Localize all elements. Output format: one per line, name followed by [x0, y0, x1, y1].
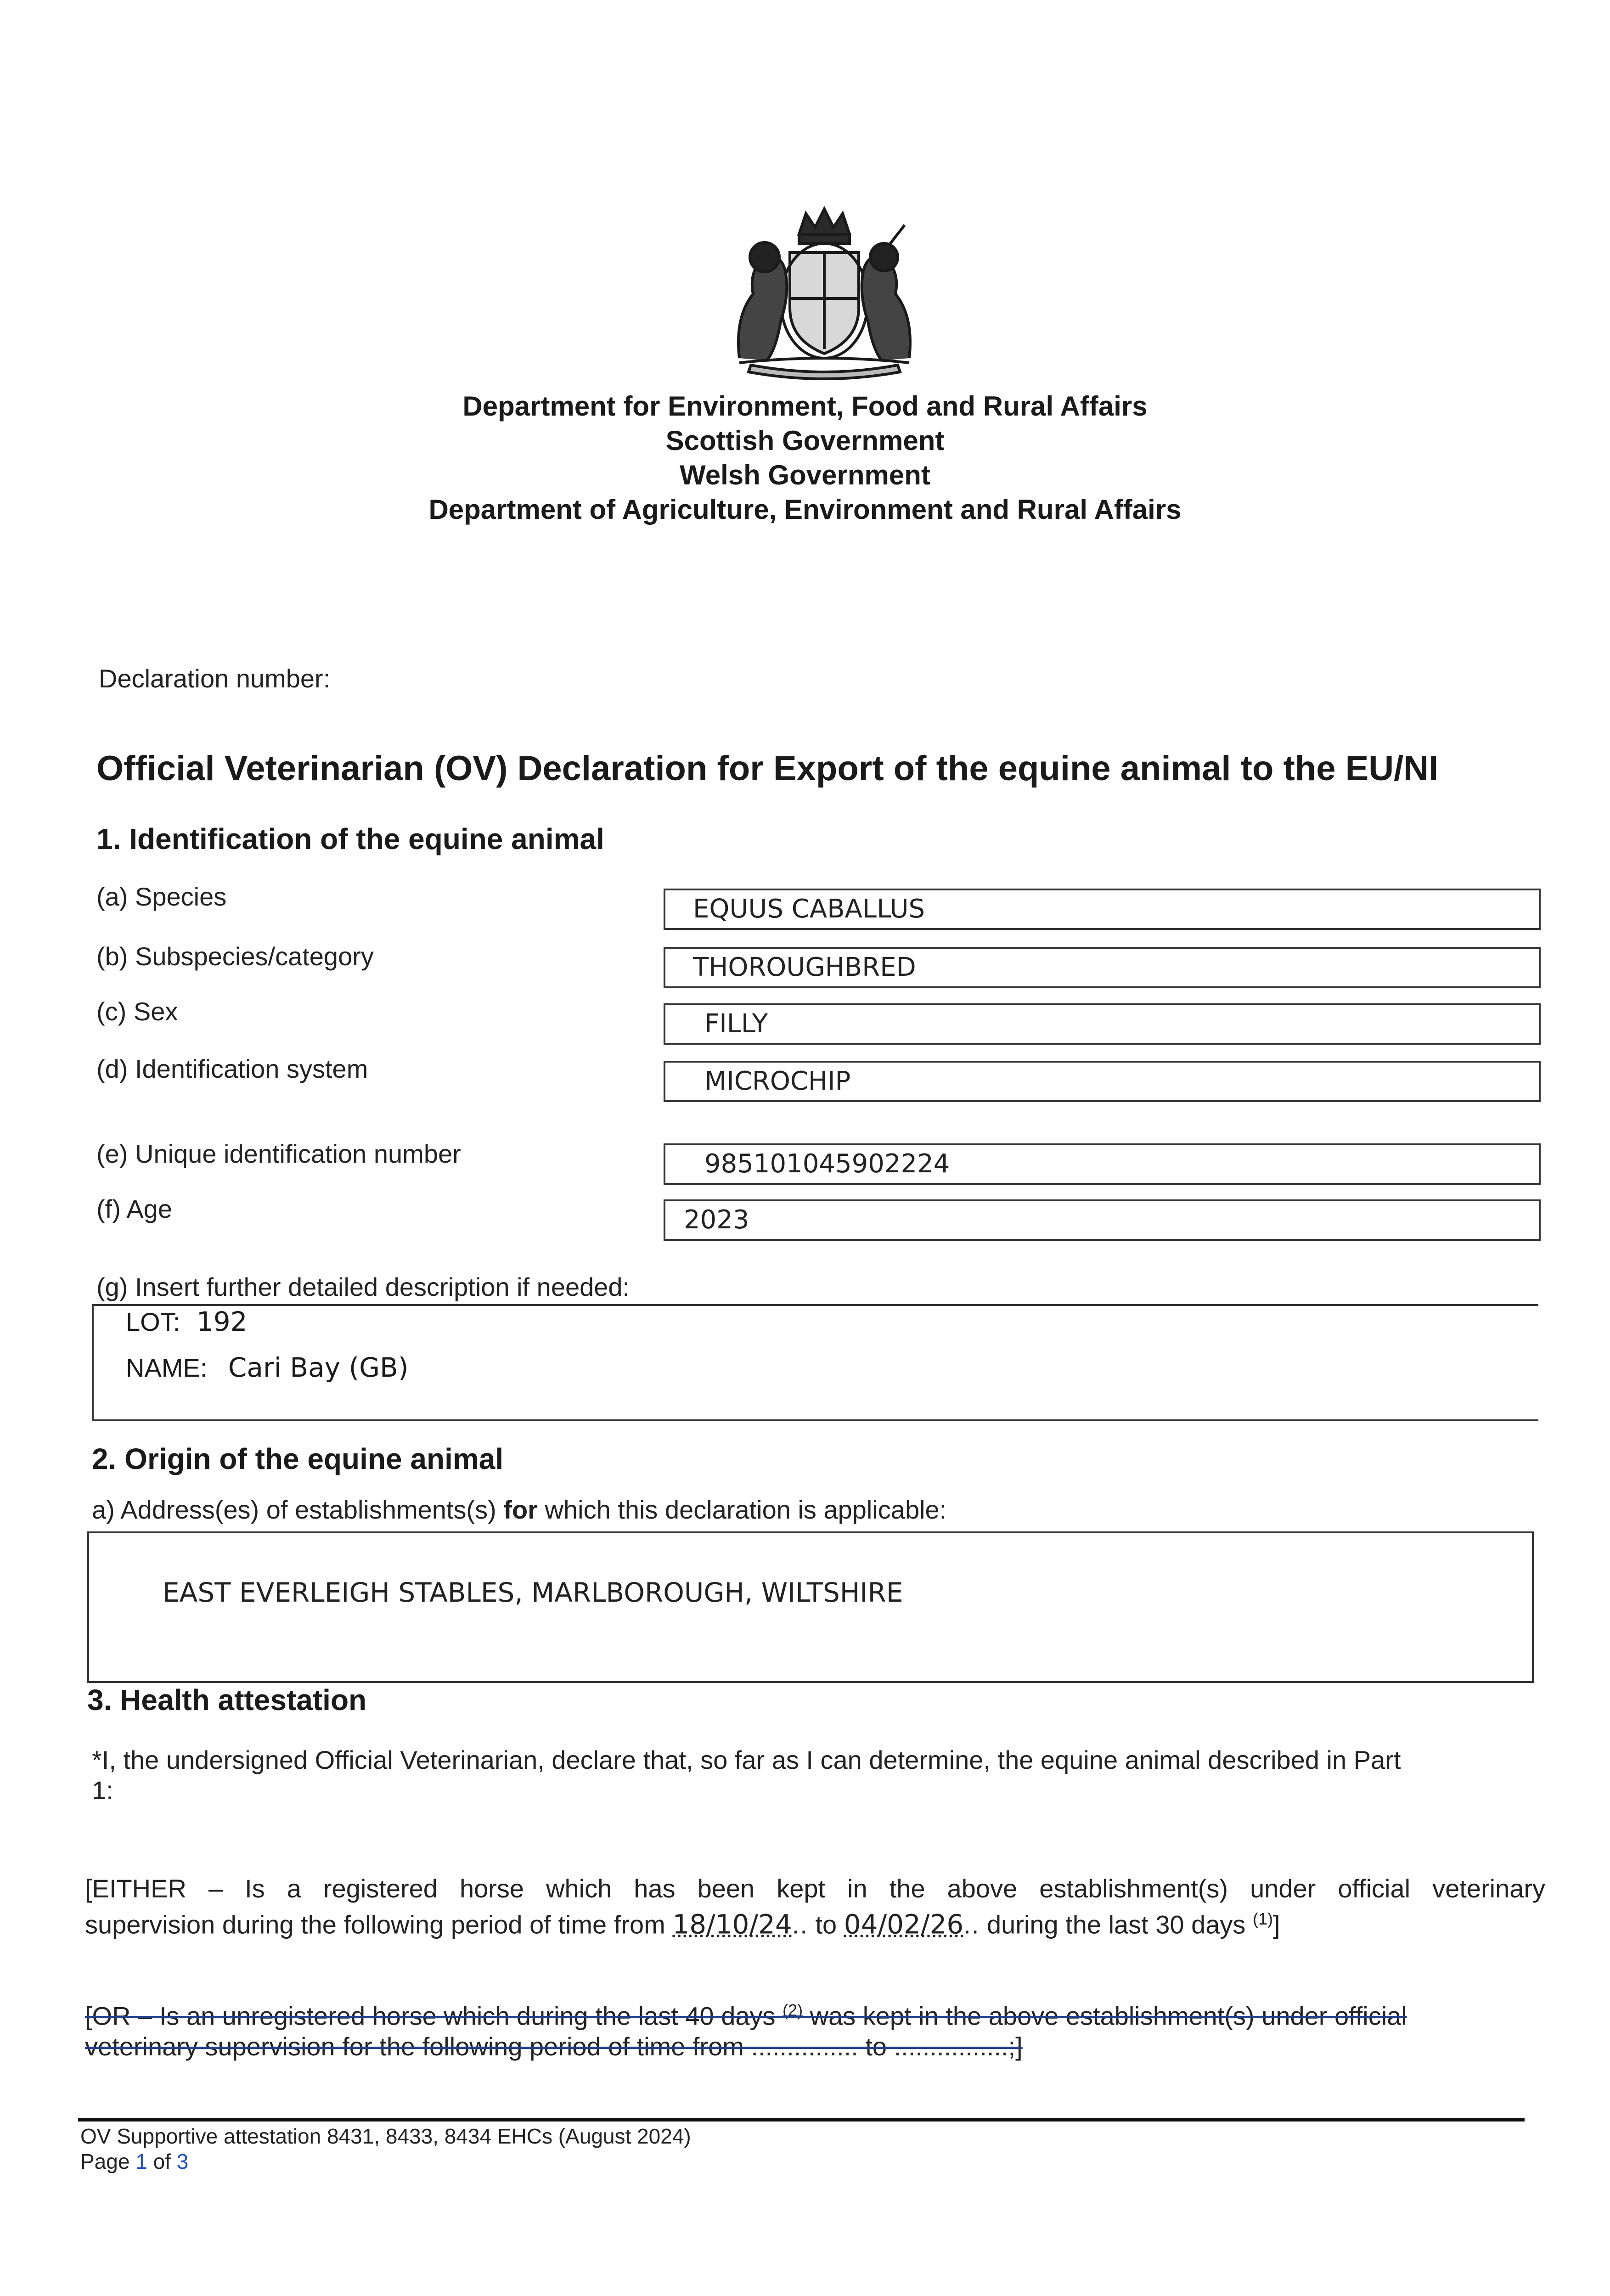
section2-heading: 2. Origin of the equine animal — [92, 1442, 504, 1475]
page-total: 3 — [176, 2150, 189, 2173]
address-label-pre: a) Address(es) of establishments(s) — [92, 1495, 504, 1524]
page-word: Page — [80, 2150, 136, 2173]
subspecies-label: (b) Subspecies/category — [96, 942, 374, 971]
either-from-date: 18/10/24 — [672, 1908, 792, 1940]
lot-label: LOT: — [126, 1307, 180, 1336]
health-intro-line1: *I, the undersigned Official Veterinarian, declare that, so far as I can determine, the equine animal described in Part — [92, 1745, 1401, 1774]
name-label: NAME: — [126, 1353, 208, 1382]
address-value: EAST EVERLEIGH STABLES, MARLBOROUGH, WILTSHIRE — [163, 1577, 903, 1608]
unique-id-label: (e) Unique identification number — [96, 1139, 461, 1168]
address-label-post: which this declaration is applicable: — [537, 1495, 947, 1524]
sex-field: FILLY — [664, 1003, 1541, 1045]
or-line1-pre: [OR – Is an unregistered horse which during the last 40 days — [85, 2001, 783, 2031]
either-line2-post: during the last 30 days — [980, 1910, 1253, 1939]
either-to-word: to — [808, 1910, 844, 1939]
species-field: EQUUS CABALLUS — [664, 889, 1541, 930]
department-heading-welsh-government: Welsh Government — [680, 460, 930, 490]
either-footnote-ref: (1) — [1252, 1909, 1273, 1928]
lot-value: 192 — [196, 1306, 248, 1337]
either-to-date: 04/02/26 — [844, 1908, 964, 1940]
either-dots2: .. — [963, 1910, 980, 1939]
page-current: 1 — [135, 2150, 147, 2173]
lot-line — [126, 1306, 248, 1337]
health-intro — [92, 1745, 1538, 1806]
either-line2-pre: supervision during the following period of time from — [85, 1910, 673, 1939]
department-heading-defra: Department for Environment, Food and Rural Affairs — [462, 391, 1148, 422]
identification-system-field: MICROCHIP — [664, 1061, 1541, 1102]
either-clause — [85, 1874, 1545, 1940]
page-of: of — [147, 2150, 177, 2173]
or-line1 — [85, 1995, 1545, 2032]
or-clause-struck — [85, 1995, 1545, 2062]
either-line1: [EITHER – Is a registered horse which has been kept in the above establishment(s) under official veterinary — [85, 1874, 1545, 1903]
name-value: Cari Bay (GB) — [228, 1352, 409, 1383]
age-field: 2023 — [664, 1199, 1541, 1241]
section3-heading: 3. Health attestation — [87, 1683, 367, 1716]
either-close: ] — [1272, 1910, 1280, 1939]
further-description-label: (g) Insert further detailed description if needed: — [96, 1272, 630, 1301]
section1-heading: 1. Identification of the equine animal — [96, 822, 604, 855]
page-title: Official Veterinarian (OV) Declaration for Export of the equine animal to the EU/NI — [96, 749, 1439, 788]
unique-id-field: 985101045902224 — [664, 1143, 1541, 1185]
department-heading-daera: Department of Agriculture, Environment and Rural Affairs — [428, 494, 1182, 525]
footer-attestation: OV Supportive attestation 8431, 8433, 8434 EHCs (August 2024) — [80, 2124, 691, 2148]
further-description-box — [92, 1304, 1538, 1421]
department-heading-scottish-government: Scottish Government — [665, 425, 945, 456]
declaration-number-label: Declaration number: — [99, 664, 331, 693]
or-line1-post: was kept in the above establishment(s) under official — [803, 2001, 1407, 2031]
address-label — [92, 1495, 946, 1525]
health-intro-line2: 1: — [92, 1776, 113, 1805]
subspecies-field: THOROUGHBRED — [664, 947, 1541, 988]
species-label: (a) Species — [96, 882, 227, 911]
age-label: (f) Age — [96, 1194, 172, 1223]
or-footnote-ref: (2) — [782, 2001, 803, 2020]
footer-page-number — [80, 2149, 188, 2174]
identification-system-label: (d) Identification system — [96, 1054, 368, 1083]
name-line — [126, 1352, 408, 1383]
address-box — [87, 1531, 1534, 1683]
either-line2 — [85, 1904, 1545, 1940]
or-line2: veterinary supervision for the following period of time from ............... to ................;] — [85, 2032, 1023, 2061]
footer-divider — [78, 2118, 1525, 2122]
sex-label: (c) Sex — [96, 997, 178, 1026]
address-label-bold: for — [503, 1495, 538, 1524]
royal-coat-of-arms-icon — [721, 202, 928, 386]
either-dots1: .. — [792, 1910, 808, 1939]
